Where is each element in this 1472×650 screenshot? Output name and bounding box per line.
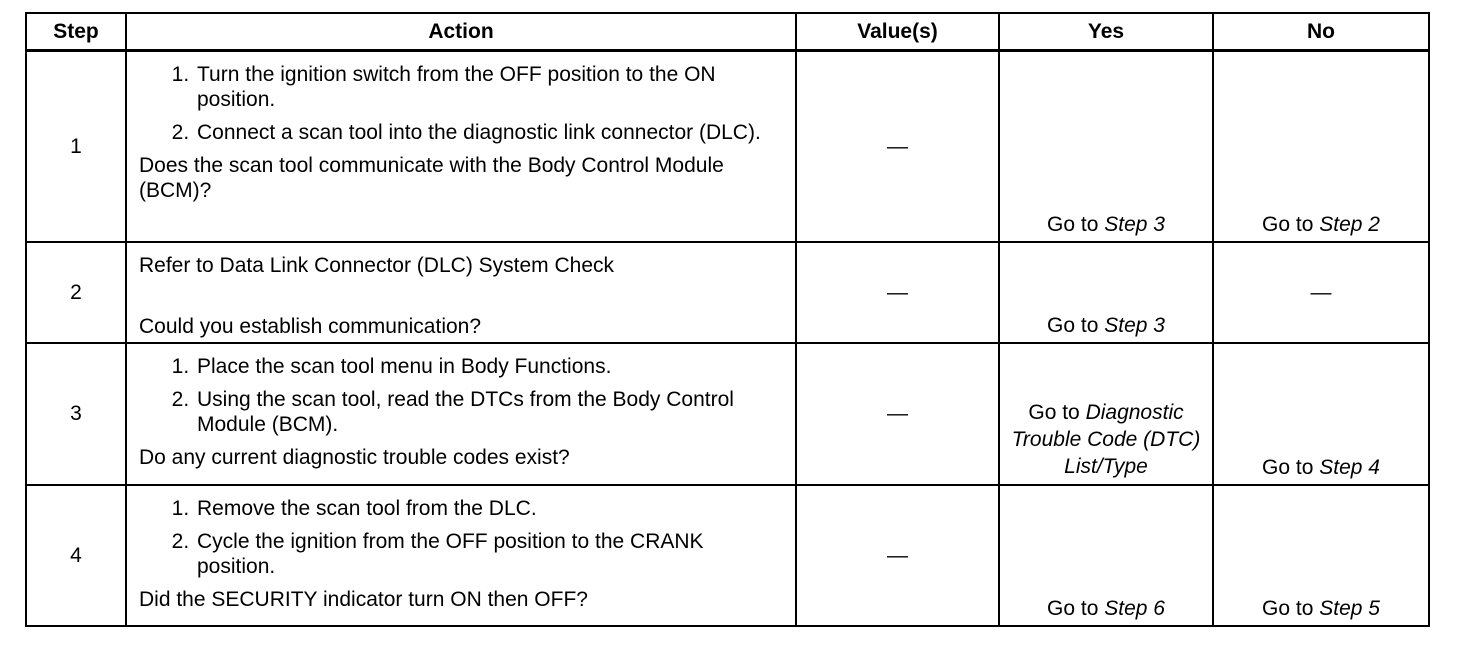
yes-prefix: Go to <box>1047 212 1105 236</box>
no-prefix: Go to <box>1262 455 1320 479</box>
diagnostic-table <box>25 12 1430 627</box>
action-cell <box>126 485 796 626</box>
action-question: Did the SECURITY indicator turn ON then OFF? <box>139 587 588 611</box>
no-prefix: Go to <box>1262 212 1320 236</box>
action-step: 1. Turn the ignition switch from the OFF position to the ON position. <box>195 62 785 112</box>
yes-link[interactable]: Step 3 <box>1104 212 1165 236</box>
step-number: 1 <box>26 51 126 242</box>
table-row <box>26 485 1429 626</box>
value-cell: — <box>796 242 999 343</box>
action-step: 1. Remove the scan tool from the DLC. <box>195 496 785 521</box>
no-cell <box>1213 51 1429 242</box>
action-steps <box>139 354 785 437</box>
action-intro: Refer to Data Link Connector (DLC) System Check <box>139 253 615 277</box>
step-number: 3 <box>26 343 126 485</box>
action-question: Could you establish communication? <box>139 314 482 338</box>
value-cell: — <box>796 343 999 485</box>
table-row <box>26 343 1429 485</box>
table-row <box>26 51 1429 242</box>
yes-prefix: Go to <box>1047 313 1105 337</box>
yes-cell <box>999 242 1213 343</box>
action-question: Do any current diagnostic trouble codes exist? <box>139 445 570 469</box>
yes-cell <box>999 51 1213 242</box>
header-values: Value(s) <box>796 13 999 51</box>
header-no: No <box>1213 13 1429 51</box>
no-cell <box>1213 485 1429 626</box>
yes-prefix: Go to <box>1028 400 1086 424</box>
no-cell <box>1213 343 1429 485</box>
action-step: 2. Cycle the ignition from the OFF position to the CRANK position. <box>195 529 785 579</box>
action-steps <box>139 496 785 579</box>
yes-cell <box>999 485 1213 626</box>
step-number: 4 <box>26 485 126 626</box>
no-prefix: Go to <box>1262 596 1320 620</box>
no-link[interactable]: Step 5 <box>1319 596 1380 620</box>
value-cell: — <box>796 485 999 626</box>
action-cell <box>126 51 796 242</box>
yes-link[interactable]: Step 6 <box>1104 596 1165 620</box>
action-question: Does the scan tool communicate with the Body Control Module (BCM)? <box>139 154 724 202</box>
yes-link[interactable]: Diagnostic Trouble Code (DTC) List/Type <box>1011 400 1201 478</box>
header-yes: Yes <box>999 13 1213 51</box>
no-link[interactable]: Step 4 <box>1319 455 1380 479</box>
action-step: 2. Using the scan tool, read the DTCs from the Body Control Module (BCM). <box>195 387 785 437</box>
no-link[interactable]: Step 2 <box>1319 212 1380 236</box>
yes-prefix: Go to <box>1047 596 1105 620</box>
value-cell: — <box>796 51 999 242</box>
action-cell <box>126 343 796 485</box>
yes-link[interactable]: Step 3 <box>1104 313 1165 337</box>
yes-cell <box>999 343 1213 485</box>
header-step: Step <box>26 13 126 51</box>
action-steps <box>139 62 785 145</box>
no-cell: — <box>1213 242 1429 343</box>
action-step: 2. Connect a scan tool into the diagnostic link connector (DLC). <box>195 120 785 145</box>
step-number: 2 <box>26 242 126 343</box>
table-row <box>26 242 1429 343</box>
header-action: Action <box>126 13 796 51</box>
header-row <box>26 13 1429 51</box>
action-cell <box>126 242 796 343</box>
action-step: 1. Place the scan tool menu in Body Functions. <box>195 354 785 379</box>
